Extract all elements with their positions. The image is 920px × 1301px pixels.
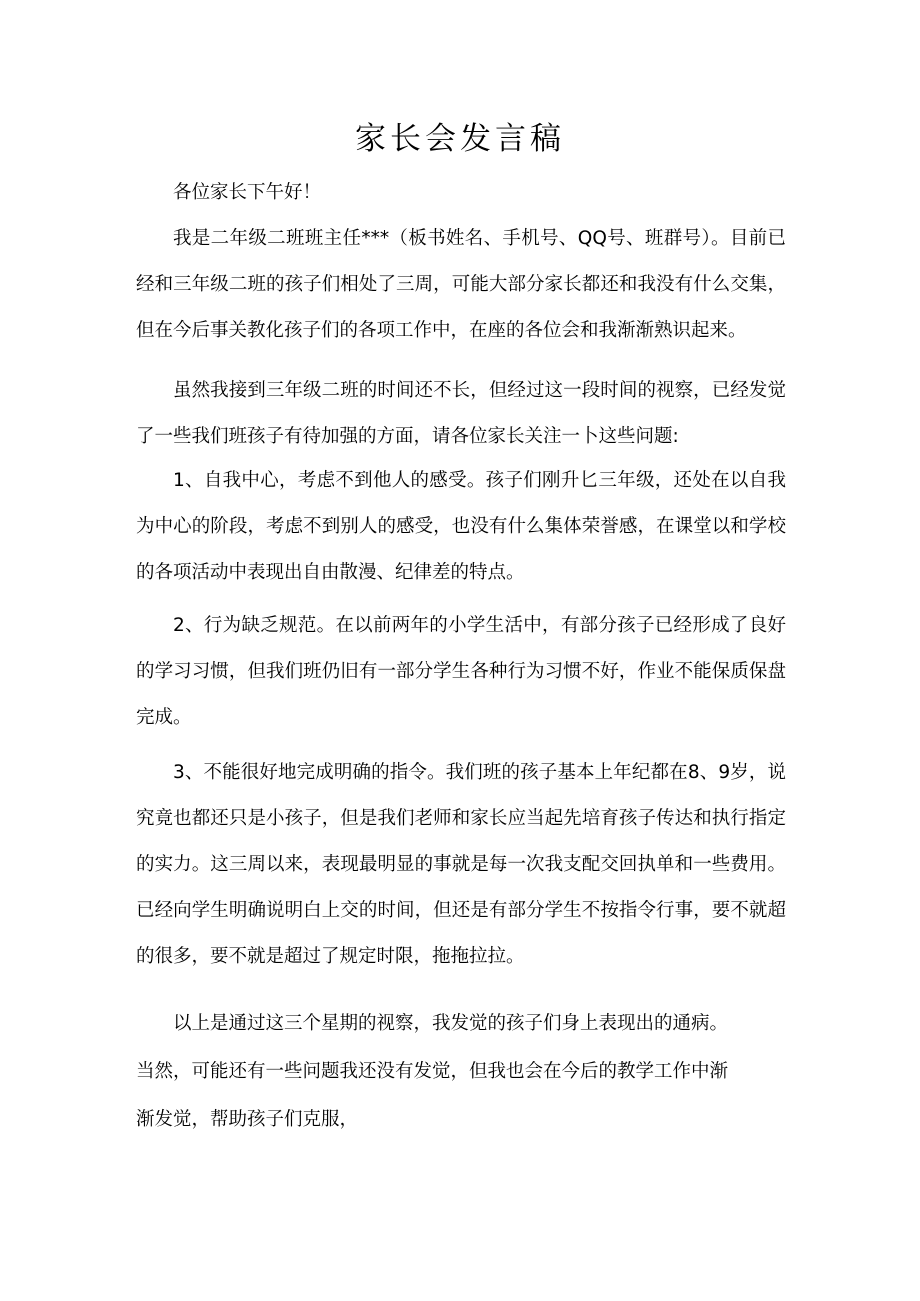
greeting: 各位家长下午好！ xyxy=(173,182,322,203)
closing-line: 当然，可能还有一些问题我还没有发觉，但我也会在今后的教学工作中渐 xyxy=(136,1061,729,1082)
paragraph-issue-3: 3、不能很好地完成明确的指令。我们班的孩子基本上年纪都在8、9岁，说究竟也都还只是小孩子，但是我们老师和家长应当起先培育孩子传达和执行指定的实力。这三周以来，表现最明显的事就是每一次我支配交回执单和一些费用。已经向学生明确说明白上交的时间，但还是有部分学生不按指令行事，要不就超的很多，要不就是超过了规定时限，拖拖拉拉。 xyxy=(136,762,786,967)
paragraph-observation: 虽然我接到三年级二班的时间还不长，但经过这一段时间的视察，已经发觉了一些我们班孩子有待加强的方面，请各位家长关注一卜这些问题: xyxy=(136,380,786,447)
closing-line: 渐发觉，帮助孩子们克服， xyxy=(136,1109,359,1130)
document-title: 家长会发言稿 xyxy=(355,121,565,157)
paragraph-closing xyxy=(136,1000,786,1144)
paragraph-intro: 我是二年级二班班主任***（板书姓名、手机号、QQ号、班群号）。目前已经和三年级二班的孩子们相处了三周，可能大部分家长都还和我没有什么交集，但在今后事关教化孩子们的各项工作中，在座的各位会和我渐渐熟识起来。 xyxy=(136,228,786,341)
paragraph-issue-1: 1、自我中心，考虑不到他人的感受。孩子们刚升匕三年级，还处在以自我为中心的阶段，考虑不到别人的感受，也没有什么集体荣誉感，在课堂以和学校的各项活动中表现出自由散漫、纪律差的特点。 xyxy=(136,470,786,583)
closing-line: 以上是通过这三个星期的视察，我发觉的孩子们身上表现出的通病。 xyxy=(173,1013,729,1034)
paragraph-issue-2: 2、行为缺乏规范。在以前两年的小学生活中，有部分孩子已经形成了良好的学习习惯，但我们班仍旧有一部分学生各种行为习惯不好，作业不能保质保盘完成。 xyxy=(136,615,786,728)
